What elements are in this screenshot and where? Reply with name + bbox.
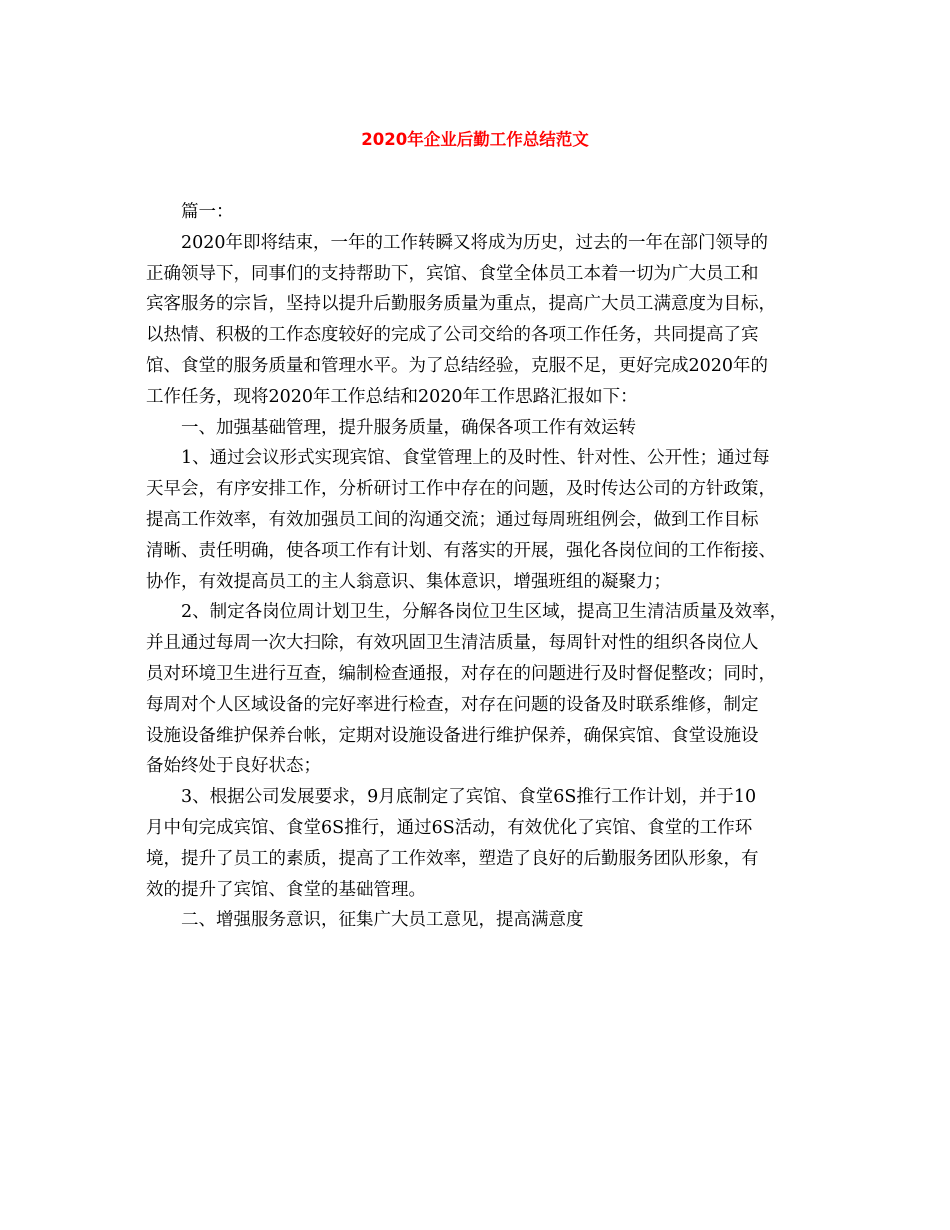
body-line: 2、制定各岗位周计划卫生，分解各岗位卫生区域，提高卫生清洁质量及效率， xyxy=(181,602,788,623)
body-line: 员对环境卫生进行互查，编制检查通报，对存在的问题进行及时督促整改；同时， xyxy=(146,663,776,684)
body-line: 篇一： xyxy=(181,202,234,222)
body-line: 境，提升了员工的素质，提高了工作效率，塑造了良好的后勤服务团队形象，有 xyxy=(146,848,759,869)
body-line: 月中旬完成宾馆、食堂6S推行，通过6S活动，有效优化了宾馆、食堂的工作环 xyxy=(146,817,753,838)
body-line: 并且通过每周一次大扫除，有效巩固卫生清洁质量，每周针对性的组织各岗位人 xyxy=(146,633,759,654)
body-line: 效的提升了宾馆、食堂的基础管理。 xyxy=(146,879,426,900)
document-body xyxy=(146,197,806,936)
document-title: 2020年企业后勤工作总结范文 xyxy=(361,130,589,149)
body-line: 工作任务，现将2020年工作总结和2020年工作思路汇报如下： xyxy=(146,386,638,407)
body-line: 设施设备维护保养台帐，定期对设施设备进行维护保养，确保宾馆、食堂设施设 xyxy=(146,725,759,746)
body-line: 每周对个人区域设备的完好率进行检查，对存在问题的设备及时联系维修，制定 xyxy=(146,694,759,715)
body-line: 正确领导下，同事们的支持帮助下，宾馆、食堂全体员工本着一切为广大员工和 xyxy=(146,263,759,284)
body-line: 提高工作效率，有效加强员工间的沟通交流；通过每周班组例会，做到工作目标 xyxy=(146,509,759,530)
body-line: 二、增强服务意识，征集广大员工意见，提高满意度 xyxy=(181,910,584,931)
body-line: 一、加强基础管理，提升服务质量，确保各项工作有效运转 xyxy=(181,417,636,438)
body-line: 宾客服务的宗旨，坚持以提升后勤服务质量为重点，提高广大员工满意度为目标， xyxy=(146,294,776,315)
body-line: 备始终处于良好状态； xyxy=(146,756,321,777)
body-line: 清晰、责任明确，使各项工作有计划、有落实的开展，强化各岗位间的工作衔接、 xyxy=(146,540,776,561)
body-line: 1、通过会议形式实现宾馆、食堂管理上的及时性、针对性、公开性；通过每 xyxy=(181,448,770,469)
body-line: 馆、食堂的服务质量和管理水平。为了总结经验，克服不足，更好完成2020年的 xyxy=(146,355,769,376)
body-line: 2020年即将结束，一年的工作转瞬又将成为历史，过去的一年在部门领导的 xyxy=(181,232,769,253)
body-line: 3、根据公司发展要求，9月底制定了宾馆、食堂6S推行工作计划，并于10 xyxy=(181,787,757,808)
body-line: 协作，有效提高员工的主人翁意识、集体意识，增强班组的凝聚力； xyxy=(146,571,671,592)
body-line: 以热情、积极的工作态度较好的完成了公司交给的各项工作任务，共同提高了宾 xyxy=(146,325,759,346)
body-line: 天早会，有序安排工作，分析研讨工作中存在的问题，及时传达公司的方针政策， xyxy=(146,479,776,500)
